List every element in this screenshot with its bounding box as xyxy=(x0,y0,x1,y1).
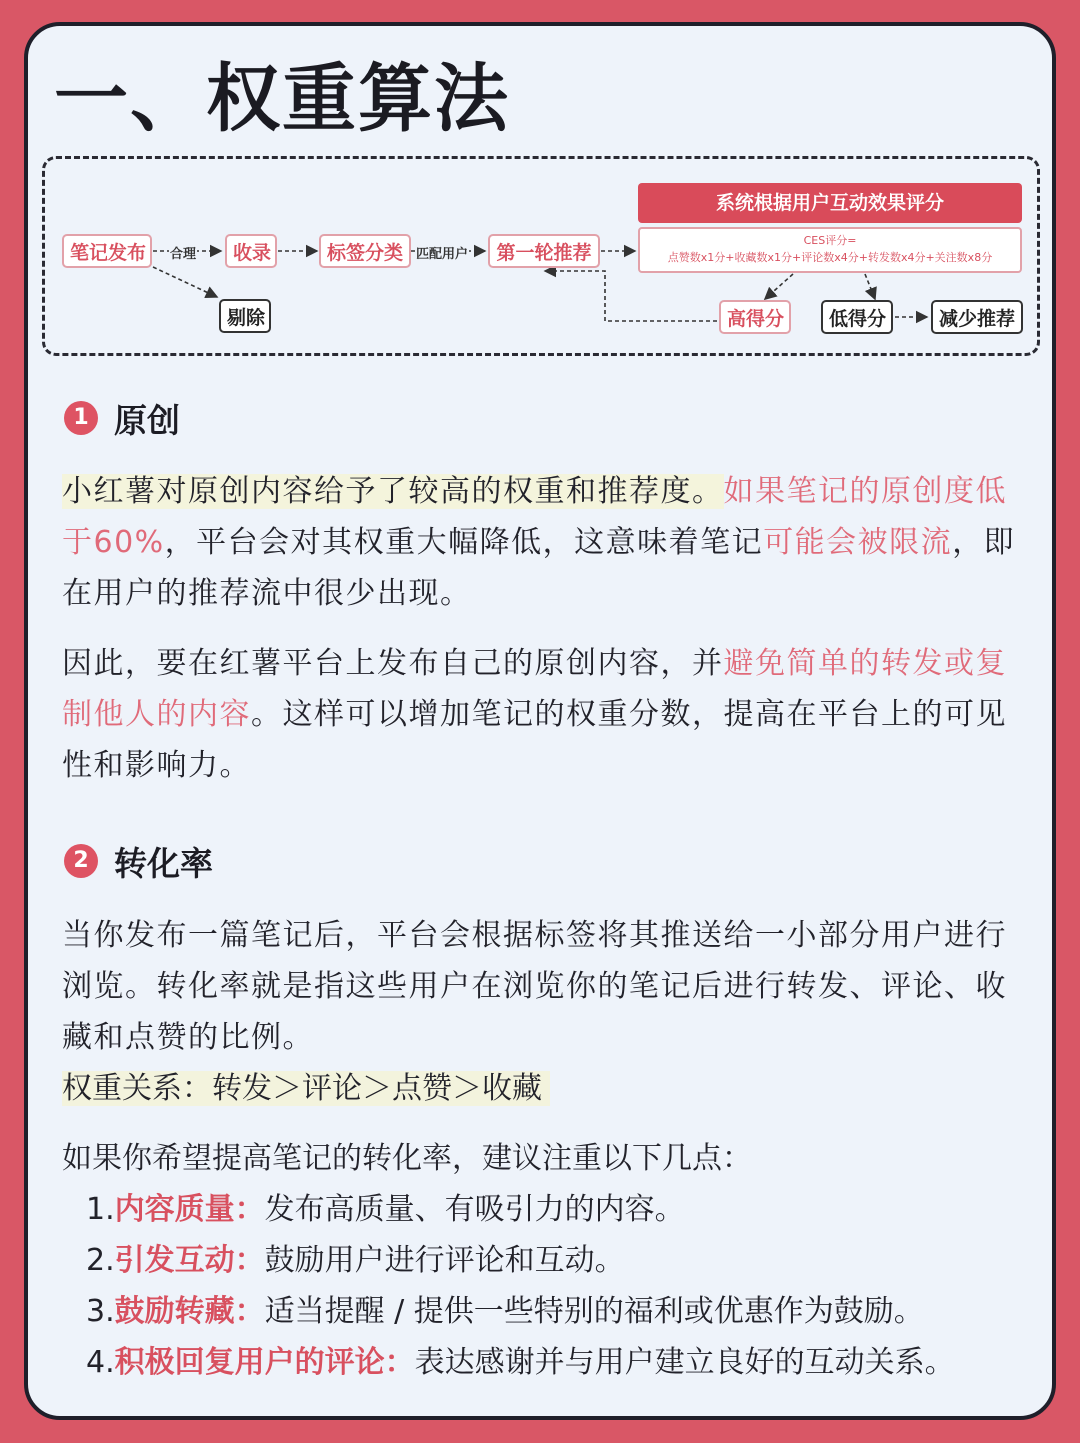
node-low-score: 低得分 xyxy=(821,300,893,334)
node-reduce-recommend: 减少推荐 xyxy=(931,300,1023,334)
ces-header: 系统根据用户互动效果评分 xyxy=(638,183,1022,223)
list-number: 4. xyxy=(86,1345,115,1380)
list-text: 表达感谢并与用户建立良好的互动关系。 xyxy=(414,1345,955,1380)
node-high-score: 高得分 xyxy=(719,300,791,334)
list-text: 鼓励用户进行评论和互动。 xyxy=(264,1243,625,1278)
list-text: 适当提醒 / 提供一些特别的福利或优惠作为鼓励。 xyxy=(264,1294,924,1329)
text-run: 因此，要在红薯平台上发布自己的原创内容，并 xyxy=(62,646,724,681)
edge-label-reasonable: 合理 xyxy=(169,243,197,262)
weight-relation xyxy=(62,1063,550,1114)
ces-formula-box xyxy=(638,227,1022,273)
section-2-title: 转化率 xyxy=(114,843,213,883)
section-1-heading xyxy=(64,398,180,438)
list-item xyxy=(86,1184,1046,1235)
page-title: 一、权重算法 xyxy=(54,56,510,142)
list-item xyxy=(86,1235,1046,1286)
edge-publish-remove xyxy=(153,267,217,297)
node-first-round: 第一轮推荐 xyxy=(488,234,600,268)
section-1-paragraph-1 xyxy=(62,466,1030,619)
text-run: ，即在用户的推荐流中很少出现。 xyxy=(62,525,1016,611)
list-key: 引发互动： xyxy=(114,1243,265,1278)
flow-diagram xyxy=(42,156,1040,356)
content-card xyxy=(24,22,1056,1420)
tips-intro: 如果你希望提高笔记的转化率，建议注重以下几点： xyxy=(62,1141,752,1176)
edge-ces-high xyxy=(765,274,793,299)
list-text: 发布高质量、有吸引力的内容。 xyxy=(264,1192,685,1227)
ces-formula: 点赞数x1分+收藏数x1分+评论数x4分+转发数x4分+关注数x8分 xyxy=(667,251,993,264)
edge-high-score-loop xyxy=(545,271,717,321)
node-collect: 收录 xyxy=(225,234,277,268)
section-1-number: 1 xyxy=(64,401,98,435)
edge-ces-low xyxy=(865,274,875,299)
list-key: 积极回复用户的评论： xyxy=(114,1345,415,1380)
weight-relation-text: 权重关系：转发＞评论＞点赞＞收藏 xyxy=(62,1071,550,1106)
node-tag-classify: 标签分类 xyxy=(319,234,411,268)
list-number: 2. xyxy=(86,1243,115,1278)
section-2-heading xyxy=(64,841,213,881)
highlight-avoid-copy: 避免简单的转发或复制他人的内容 xyxy=(62,646,1007,732)
section-1-paragraph-2 xyxy=(62,638,1030,791)
list-item xyxy=(86,1286,1046,1337)
text-run: ，平台会对其权重大幅降低，这意味着笔记 xyxy=(164,525,764,560)
section-1-title: 原创 xyxy=(114,400,180,440)
edge-label-match-users: 匹配用户 xyxy=(415,243,469,262)
section-2-number: 2 xyxy=(64,844,98,878)
section-2-paragraph: 当你发布一篇笔记后，平台会根据标签将其推送给一小部分用户进行浏览。转化率就是指这些用户在浏览你的笔记后进行转发、评论、收藏和点赞的比例。 xyxy=(62,918,1007,1055)
highlight-originality: 如果笔记的原创度低于60% xyxy=(62,474,1007,560)
list-item xyxy=(86,1337,1046,1388)
ces-formula-title: CES评分= xyxy=(803,234,857,247)
node-note-publish: 笔记发布 xyxy=(62,234,152,268)
tips-list xyxy=(86,1184,1046,1388)
list-number: 1. xyxy=(86,1192,115,1227)
highlight-limited: 可能会被限流 xyxy=(763,525,953,560)
list-key: 内容质量： xyxy=(114,1192,265,1227)
list-key: 鼓励转藏： xyxy=(114,1294,265,1329)
node-remove: 剔除 xyxy=(219,299,271,333)
text-run: 。这样可以增加笔记的权重分数，提高在平台上的可见性和影响力。 xyxy=(62,697,1007,783)
list-number: 3. xyxy=(86,1294,115,1329)
text-run: 小红薯对原创内容给予了较高的权重和推荐度。 xyxy=(62,474,724,509)
